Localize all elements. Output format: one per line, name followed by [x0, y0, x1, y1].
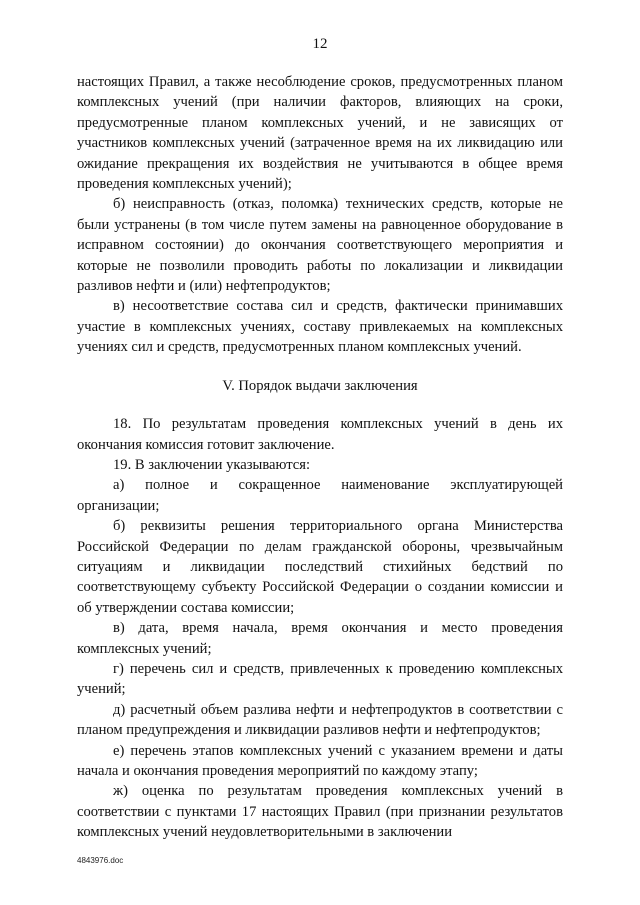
paragraph-continuation: настоящих Правил, а также несоблюдение сроков, предусмотренных планом комплексных учений (при наличии факторов, влияющих на сроки, предусмотренные планом комплексных учений, и не зависящих от участников комплексных учений (затраченное время на их ликвидацию или ожидание прекращения их воздействия не учитываются в общее время проведения комплексных учений);	[77, 74, 563, 193]
paragraph-item-e: е) перечень этапов комплексных учений с указанием времени и даты начала и окончания проведения мероприятий по каждому этапу;	[77, 742, 563, 779]
paragraph-clause-18: 18. По результатам проведения комплексных учений в день их окончания комиссия готовит заключение.	[77, 416, 563, 453]
paragraph-item-v-date: в) дата, время начала, время окончания и место проведения комплексных учений;	[77, 620, 563, 657]
paragraph-item-v: в) несоответствие состава сил и средств, фактически принимавших участие в комплексных учениях, составу привлекаемых на комплексных учениях сил и средств, предусмотренных планом комплексных учений.	[77, 298, 563, 356]
paragraph-item-b: б) неисправность (отказ, поломка) технических средств, которые не были устранены (в том числе путем замены на равноценное оборудование в исправном состоянии) до окончания соответствующего мероприятия и которые не позволили проводить работы по локализации и ликвидации разливов нефти и (или) нефтепродуктов;	[77, 196, 563, 295]
page-number: 12	[312, 36, 328, 52]
paragraph-item-zh: ж) оценка по результатам проведения комплексных учений в соответствии с пунктами 17 настоящих Правил (при признании результатов комплексных учений неудовлетворительными в заключении	[77, 783, 563, 841]
paragraph-clause-19: 19. В заключении указываются:	[113, 456, 311, 473]
document-file-code: 4843976.doc	[77, 856, 124, 865]
paragraph-item-a: а) полное и сокращенное наименование эксплуатирующей организации;	[77, 477, 563, 514]
paragraph-item-g: г) перечень сил и средств, привлеченных к проведению комплексных учений;	[77, 660, 563, 698]
document-body	[77, 72, 563, 843]
section-heading: V. Порядок выдачи заключения	[222, 377, 418, 394]
paragraph-item-b-requisites: б) реквизиты решения территориального органа Министерства Российской Федерации по делам гражданской обороны, чрезвычайным ситуациям и ликвидации последствий стихийных бедствий по соответствующему субъекту Российской Федерации о создании комиссии и об утверждении состава комиссии;	[77, 518, 563, 616]
paragraph-item-d: д) расчетный объем разлива нефти и нефтепродуктов в соответствии с планом предупреждения и ликвидации разливов нефти и нефтепродуктов;	[77, 701, 563, 739]
